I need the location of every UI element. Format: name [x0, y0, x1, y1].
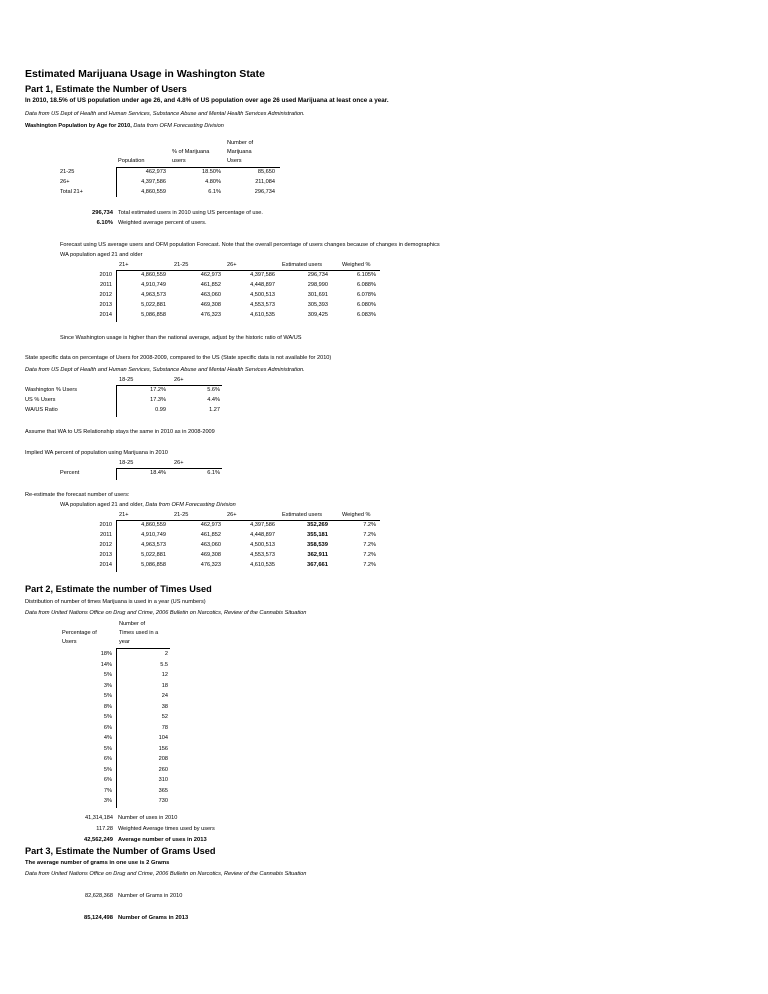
reestimate-caption [60, 502, 236, 508]
table-header: 18-25 [119, 377, 134, 383]
table-cell: 358,539 [307, 542, 328, 548]
table-cell: 7.2% [363, 562, 376, 568]
table-header: Estimated users [282, 512, 323, 518]
table-cell: 17.2% [150, 387, 166, 393]
summary-text: Number of Grams in 2013 [118, 915, 189, 921]
table-cell: 461,852 [200, 532, 221, 538]
table-cell: 4,963,573 [141, 542, 166, 548]
table-cell: 0.99 [155, 407, 166, 413]
table-cell: 4,610,535 [250, 312, 275, 318]
table-cell: 4,860,559 [141, 522, 166, 528]
col-a-header-1: Percentage of [62, 630, 97, 636]
col-b-header-3: year [119, 639, 130, 645]
state-source: Data from US Dept of Health and Human Services, Substance Abuse and Mental Health Services Administration. [25, 367, 305, 373]
table-header: 26+ [174, 377, 184, 383]
table-cell: 6.080% [357, 302, 376, 308]
summary-value: 117.28 [96, 826, 113, 832]
table-cell: 260 [158, 766, 168, 773]
table-header: 26+ [227, 512, 237, 518]
table-cell: 7.2% [363, 532, 376, 538]
table-cell: 301,691 [307, 292, 328, 298]
summary-value: 296,734 [92, 210, 113, 216]
table-cell: 5,022,881 [141, 302, 166, 308]
col-num-header-2: Marijuana [227, 149, 252, 155]
part1-intro: In 2010, 18.5% of US population under age 26, and 4.8% of US population over age 26 used Marijuana at least once a year. [25, 97, 389, 104]
year-label: 2013 [99, 302, 112, 308]
table-cell: 18% [100, 651, 112, 657]
summary-text: Weighted average percent of users. [118, 220, 207, 226]
table-header: 26+ [174, 460, 184, 466]
table-cell: 4.4% [207, 397, 220, 403]
year-label: 2012 [99, 292, 112, 298]
page-title: Estimated Marijuana Usage in Washington State [25, 68, 265, 80]
table-row-label: Percent [60, 470, 80, 476]
forecast-note: Forecast using US average users and OFM population Forecast. Note that the overall percentage of users changes because of changes in demographics [60, 242, 440, 248]
table-cell: 296,734 [254, 189, 275, 195]
table-cell: 365 [158, 787, 168, 794]
table-cell: 24 [161, 693, 168, 699]
table-cell: 211,084 [255, 179, 275, 185]
table-cell: 4% [103, 735, 112, 741]
table-row-label: Washington % Users [25, 387, 78, 393]
table-cell: 4,553,573 [250, 552, 275, 558]
table-cell: 3% [103, 682, 112, 689]
col-b-header-2: Times used in a [119, 630, 159, 636]
table-cell: 78 [161, 724, 168, 731]
table-cell: 5,086,858 [141, 562, 166, 568]
table-header: 26+ [227, 262, 237, 268]
table-cell: 4.80% [205, 179, 221, 185]
table-cell: 4,910,749 [141, 532, 166, 538]
table-cell: 17.3% [150, 397, 166, 403]
table-cell: 5% [103, 714, 112, 720]
summary-value: 42,562,249 [83, 837, 113, 843]
part1-source: Data from US Dept of Health and Human Services, Substance Abuse and Mental Health Services Administration. [25, 111, 305, 117]
table-header: 18-25 [119, 460, 134, 466]
year-label: 2010 [99, 522, 112, 528]
summary-value: 82,628,368 [85, 893, 113, 899]
table-cell: 5% [103, 693, 112, 699]
summary-value: 6.10% [96, 220, 113, 226]
part2-source: Data from United Nations Office on Drug and Crime, 2006 Bulletin on Narcotics, Review of the Cannabis Situation [25, 610, 307, 616]
table-cell: 104 [158, 735, 168, 741]
part3-source: Data from United Nations Office on Drug and Crime, 2006 Bulletin on Narcotics, Review of the Cannabis Situation [25, 871, 307, 877]
table-header: 21+ [119, 262, 129, 268]
summary-value: 41,314,184 [85, 815, 113, 821]
table-cell: 4,448,897 [250, 282, 275, 288]
table-cell: 12 [161, 672, 168, 678]
table-cell: 310 [158, 777, 168, 783]
table-cell: 6.1% [207, 470, 220, 476]
summary-value: 85,124,498 [83, 915, 113, 921]
table-cell: 6% [103, 756, 112, 762]
table-cell: 3% [103, 798, 112, 804]
table-cell: 14% [100, 661, 112, 668]
table-cell: 38 [161, 703, 168, 710]
year-label: 2010 [99, 272, 112, 278]
table-cell: 18.50% [202, 169, 221, 175]
table-cell: 4,610,535 [250, 562, 275, 568]
table-cell: 463,060 [200, 292, 221, 298]
year-label: 2011 [99, 532, 112, 538]
table-cell: 5.5 [160, 661, 168, 668]
table-cell: 355,181 [307, 532, 328, 538]
col-b-header-1: Number of [119, 621, 146, 627]
table-cell: 4,910,749 [141, 282, 166, 288]
table-header: Estimated users [282, 262, 323, 268]
table-header: 21+ [119, 512, 129, 518]
table-cell: 5.6% [207, 387, 220, 393]
year-label: 2012 [99, 542, 112, 548]
table-cell: 4,500,513 [250, 542, 275, 548]
table-cell: 305,393 [307, 302, 328, 308]
dist-note: Distribution of number of times Marijuana is used in a year (US numbers) [25, 599, 206, 605]
year-label: 2013 [99, 552, 112, 558]
col-num-header-3: Users [227, 158, 242, 164]
col-pct-header-1: % of Marijuana [172, 149, 210, 155]
wa-pop-caption [25, 123, 224, 129]
reestimate-sub: WA population aged 21 and older, [60, 502, 144, 508]
table-header: Weighed % [342, 262, 371, 268]
part1-heading: Part 1, Estimate the Number of Users [25, 84, 187, 94]
table-cell: 463,060 [200, 542, 221, 548]
table-header: Weighed % [342, 512, 371, 518]
table-cell: 476,323 [200, 562, 221, 568]
implied-note: Implied WA percent of population using Marijuana in 2010 [25, 450, 168, 456]
table-cell: 8% [103, 703, 112, 710]
reestimate-note: Re-estimate the forecast number of users: [25, 492, 130, 498]
table-cell: 309,425 [307, 312, 328, 318]
table-header: 21-25 [174, 512, 189, 518]
table-cell: 6.088% [357, 282, 376, 288]
table-cell: 730 [158, 798, 168, 804]
table-cell: 469,308 [200, 302, 221, 308]
col-num-header-1: Number of [227, 140, 254, 146]
table-row-label: Total 21+ [60, 189, 83, 195]
table-cell: 362,911 [307, 552, 328, 558]
table-cell: 1.27 [209, 407, 220, 413]
table-cell: 6% [103, 724, 112, 731]
table-cell: 18 [161, 682, 168, 689]
table-cell: 476,323 [200, 312, 221, 318]
table-cell: 6.083% [357, 312, 376, 318]
year-label: 2014 [99, 312, 112, 318]
table-cell: 5,022,881 [141, 552, 166, 558]
year-label: 2011 [99, 282, 112, 288]
table-cell: 6.078% [357, 292, 376, 298]
table-cell: 461,852 [200, 282, 221, 288]
table-row-label: WA/US Ratio [25, 407, 58, 413]
table-row-label: 26+ [60, 179, 70, 185]
table-cell: 6.105% [357, 272, 376, 278]
table-cell: 4,860,559 [141, 189, 166, 195]
table-row-label: US % Users [25, 397, 56, 403]
table-cell: 2 [164, 651, 168, 657]
summary-text: Weighted Average times used by users [118, 826, 215, 832]
summary-text: Average number of uses in 2013 [118, 837, 207, 843]
table-cell: 296,734 [307, 272, 328, 278]
reestimate-source: Data from OFM Forecasting Division [145, 502, 236, 508]
col-pct-header-2: users [172, 158, 186, 164]
summary-text: Number of uses in 2010 [118, 815, 178, 821]
table-cell: 18.4% [150, 470, 166, 476]
table-cell: 462,973 [145, 169, 166, 175]
table-cell: 5% [103, 766, 112, 773]
summary-text: Total estimated users in 2010 using US percentage of use. [118, 210, 263, 216]
table-cell: 7.2% [363, 542, 376, 548]
wa-pop-source: Data from OFM Forecasting Division [133, 123, 224, 129]
assume-note: Assume that WA to US Relationship stays the same in 2010 as in 2008-2009 [25, 429, 215, 435]
table-cell: 462,973 [200, 272, 221, 278]
wa-pop-label: Washington Population by Age for 2010, [25, 123, 132, 129]
table-cell: 298,990 [307, 282, 328, 288]
year-label: 2014 [99, 562, 112, 568]
table-cell: 7.2% [363, 552, 376, 558]
forecast-sub: WA population aged 21 and older [60, 252, 143, 258]
table-cell: 4,553,573 [250, 302, 275, 308]
table-cell: 7% [103, 787, 112, 794]
table-cell: 208 [158, 756, 168, 762]
table-cell: 4,448,897 [250, 532, 275, 538]
table-header: 21-25 [174, 262, 189, 268]
part3-heading: Part 3, Estimate the Number of Grams Used [25, 846, 216, 856]
grams-note: The average number of grams in one use is 2 Grams [25, 860, 170, 866]
table-cell: 4,397,586 [250, 522, 275, 528]
table-cell: 6.1% [208, 189, 221, 195]
table-cell: 4,860,559 [141, 272, 166, 278]
table-cell: 4,500,513 [250, 292, 275, 298]
table-cell: 85,650 [257, 169, 275, 175]
part2-heading: Part 2, Estimate the number of Times Used [25, 584, 212, 594]
table-cell: 5% [103, 745, 112, 752]
table-cell: 469,308 [200, 552, 221, 558]
table-cell: 156 [158, 745, 168, 752]
table-cell: 462,973 [200, 522, 221, 528]
table-cell: 4,397,586 [141, 179, 166, 185]
col-a-header-2: Users [62, 639, 77, 645]
table-row-label: 21-25 [60, 169, 75, 175]
col-population-header: Population [118, 158, 145, 164]
since-note: Since Washington usage is higher than the national average, adjust by the historic ratio of WA/US [60, 335, 302, 341]
table-cell: 6% [103, 777, 112, 783]
table-cell: 352,269 [307, 522, 328, 528]
state-note: State specific data on percentage of Users for 2008-2009, compared to the US (State specific data is not available for 2010) [25, 355, 332, 361]
table-cell: 367,661 [307, 562, 328, 568]
table-cell: 5,086,858 [141, 312, 166, 318]
table-cell: 52 [161, 714, 168, 720]
table-cell: 4,397,586 [250, 272, 275, 278]
table-cell: 4,963,573 [141, 292, 166, 298]
table-cell: 7.2% [363, 522, 376, 528]
summary-text: Number of Grams in 2010 [118, 893, 183, 899]
table-cell: 5% [103, 672, 112, 678]
